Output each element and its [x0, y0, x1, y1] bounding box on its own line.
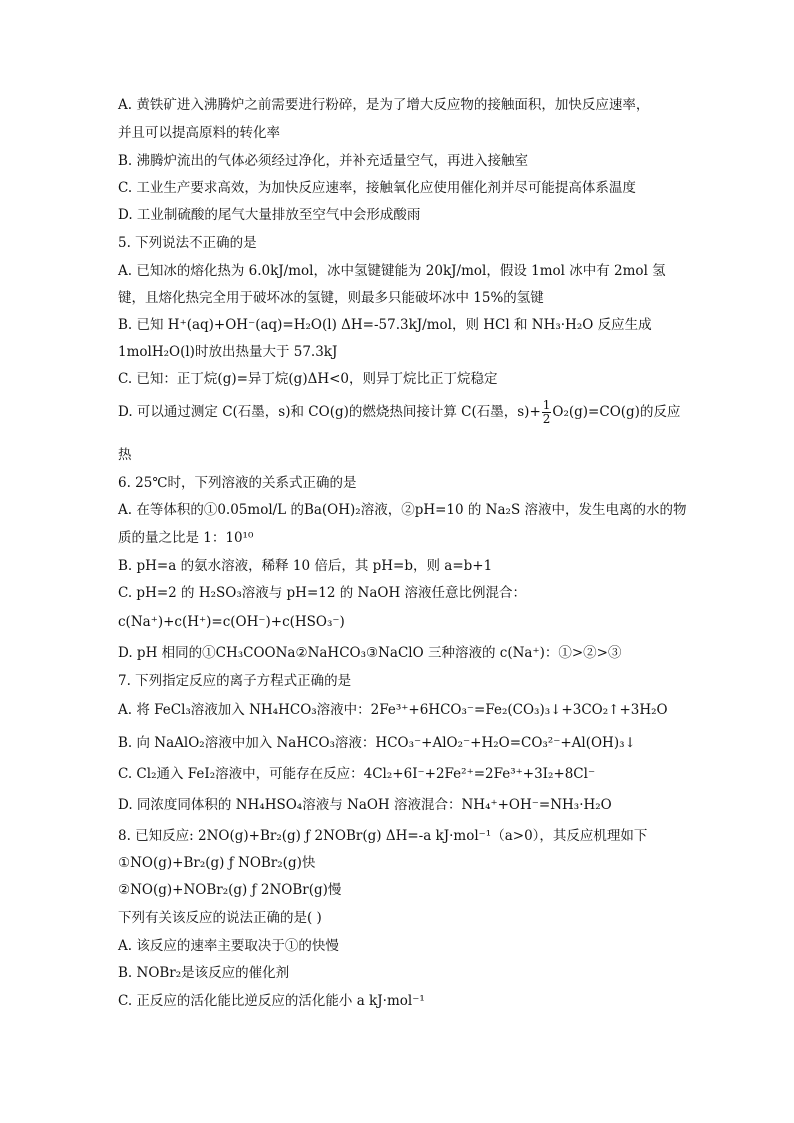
- text-line: 质的量之比是 1：10¹⁰: [118, 530, 254, 546]
- text-line: C. 工业生产要求高效，为加快反应速率，接触氧化应使用催化剂并尽可能提高体系温度: [118, 180, 636, 196]
- text-line: ①NO(g)+Br₂(g) ƒ NOBr₂(g)快: [118, 855, 316, 871]
- text-line: 键，且熔化热完全用于破坏冰的氢键，则最多只能破坏冰中 15%的氢键: [118, 290, 544, 306]
- fraction-denominator: 2: [542, 412, 551, 426]
- question-5-title: 5. 下列说法不正确的是: [118, 235, 257, 251]
- fraction: [542, 399, 552, 426]
- fraction-line: [118, 399, 680, 426]
- question-7-title: 7. 下列指定反应的离子方程式正确的是: [118, 673, 352, 689]
- text-line: D. 同浓度同体积的 NH₄HSO₄溶液与 NaOH 溶液混合：NH₄⁺+OH⁻=NH₃·H₂O: [118, 797, 612, 813]
- text-line: 1molH₂O(l)时放出热量大于 57.3kJ: [118, 344, 338, 360]
- fraction-numerator: 1: [542, 398, 551, 412]
- text-line: C. 正反应的活化能比逆反应的活化能小 a kJ·mol⁻¹: [118, 993, 425, 1009]
- text-line: A. 将 FeCl₃溶液加入 NH₄HCO₃溶液中：2Fe³⁺+6HCO₃⁻=Fe₂(CO₃)₃↓+3CO₂↑+3H₂O: [118, 702, 668, 718]
- text-line: A. 黄铁矿进入沸腾炉之前需要进行粉碎，是为了增大反应物的接触面积，加快反应速率，: [118, 97, 650, 113]
- text-line: A. 在等体积的①0.05mol/L 的Ba(OH)₂溶液，②pH=10 的 Na₂S 溶液中，发生电离的水的物: [118, 502, 687, 518]
- text-line: C. 已知：正丁烷(g)=异丁烷(g)ΔH<0，则异丁烷比正丁烷稳定: [118, 371, 498, 387]
- question-6-title: 6. 25℃时，下列溶液的关系式正确的是: [118, 475, 357, 491]
- text-line: 下列有关该反应的说法正确的是( ): [118, 910, 322, 926]
- text-line: D. pH 相同的①CH₃COONa②NaHCO₃③NaClO 三种溶液的 c(Na⁺)：①>②>③: [118, 645, 622, 661]
- text-line: B. 已知 H⁺(aq)+OH⁻(aq)=H₂O(l) ΔH=-57.3kJ/mol，则 HCl 和 NH₃·H₂O 反应生成: [118, 317, 652, 333]
- text-line: c(Na⁺)+c(H⁺)=c(OH⁻)+c(HSO₃⁻): [118, 614, 345, 630]
- text-line: C. Cl₂通入 FeI₂溶液中，可能存在反应：4Cl₂+6I⁻+2Fe²⁺=2Fe³⁺+3I₂+8Cl⁻: [118, 766, 596, 782]
- fraction-line-after: O₂(g)=CO(g)的反应: [552, 404, 681, 420]
- text-line: ②NO(g)+NOBr₂(g) ƒ 2NOBr(g)慢: [118, 882, 342, 898]
- text-line: A. 该反应的速率主要取决于①的快慢: [118, 938, 339, 954]
- text-line: D. 工业制硫酸的尾气大量排放至空气中会形成酸雨: [118, 207, 421, 223]
- text-line: 热: [118, 447, 132, 463]
- text-line: B. NOBr₂是该反应的催化剂: [118, 965, 290, 981]
- text-line: C. pH=2 的 H₂SO₃溶液与 pH=12 的 NaOH 溶液任意比例混合：: [118, 585, 527, 601]
- text-line: B. pH=a 的氨水溶液，稀释 10 倍后，其 pH=b，则 a=b+1: [118, 558, 493, 574]
- text-line: B. 向 NaAlO₂溶液中加入 NaHCO₃溶液：HCO₃⁻+AlO₂⁻+H₂O=CO₃²⁻+Al(OH)₃↓: [118, 735, 636, 751]
- text-line: A. 已知冰的熔化热为 6.0kJ/mol，冰中氢键键能为 20kJ/mol，假设 1mol 冰中有 2mol 氢: [118, 263, 666, 279]
- text-line: 并且可以提高原料的转化率: [118, 125, 280, 141]
- question-8-title: 8. 已知反应: 2NO(g)+Br₂(g) ƒ 2NOBr(g) ΔH=-a kJ·mol⁻¹（a>0），其反应机理如下: [118, 828, 648, 844]
- text-line: B. 沸腾炉流出的气体必须经过净化，并补充适量空气，再进入接触室: [118, 153, 529, 169]
- fraction-line-before: D. 可以通过测定 C(石墨，s)和 CO(g)的燃烧热间接计算 C(石墨，s)+: [118, 404, 541, 420]
